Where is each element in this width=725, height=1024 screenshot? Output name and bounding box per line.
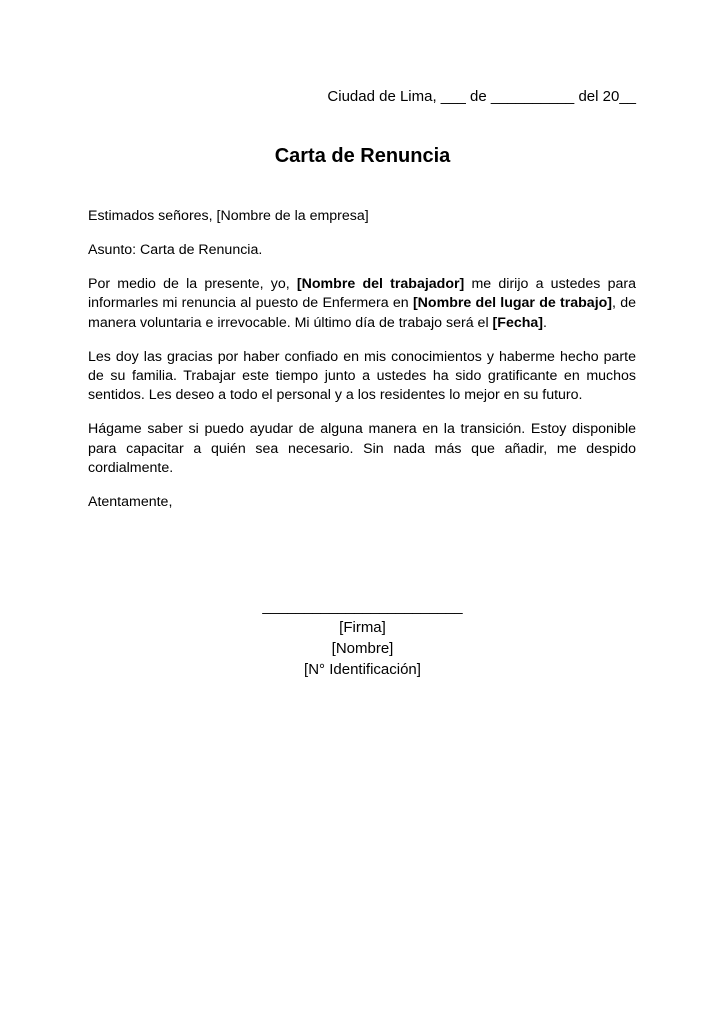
p1-text-3: , de manera voluntaria e irrevocable. Mi último día de trabajo será el: [88, 295, 636, 331]
paragraph-thanks: Les doy las gracias por haber confiado en mis conocimientos y haberme hecho parte de su familia. Trabajar este tiempo junto a ustedes ha sido gratificante en muchos sentidos. Les deseo a todo el personal y a los residentes lo mejor en su futuro.: [88, 348, 636, 404]
signature-nombre: [Nombre]: [331, 640, 394, 657]
signature-firma: [Firma]: [339, 619, 386, 636]
signature-block: [0, 596, 725, 680]
p1-text-1: Por medio de la presente, yo,: [88, 275, 297, 292]
letter-body: [88, 207, 636, 527]
paragraph-transition: Hágame saber si puedo ayudar de alguna manera en la transición. Estoy disponible para capacitar a quién sea necesario. Sin nada más que añadir, me despido cordialmente.: [88, 421, 636, 477]
greeting: Estimados señores, [Nombre de la empresa]: [88, 208, 369, 224]
signature-line: ________________________: [262, 598, 463, 615]
paragraph-resignation: [88, 275, 636, 333]
closing: Atentamente,: [88, 493, 173, 510]
p1-text-4: .: [543, 314, 547, 331]
date-line: Ciudad de Lima, ___ de __________ del 20__: [327, 88, 636, 105]
workplace-placeholder: [Nombre del lugar de trabajo]: [412, 295, 613, 312]
date-placeholder: [Fecha]: [492, 314, 543, 331]
subject-line: Asunto: Carta de Renuncia.: [88, 241, 263, 258]
p1-text-2: me dirijo a ustedes para informarles mi renuncia al puesto de Enfermera en: [88, 275, 636, 312]
document-title: Carta de Renuncia: [274, 145, 451, 167]
signature-identificacion: [N° Identificación]: [304, 661, 421, 678]
worker-name-placeholder: [Nombre del trabajador]: [296, 275, 465, 292]
